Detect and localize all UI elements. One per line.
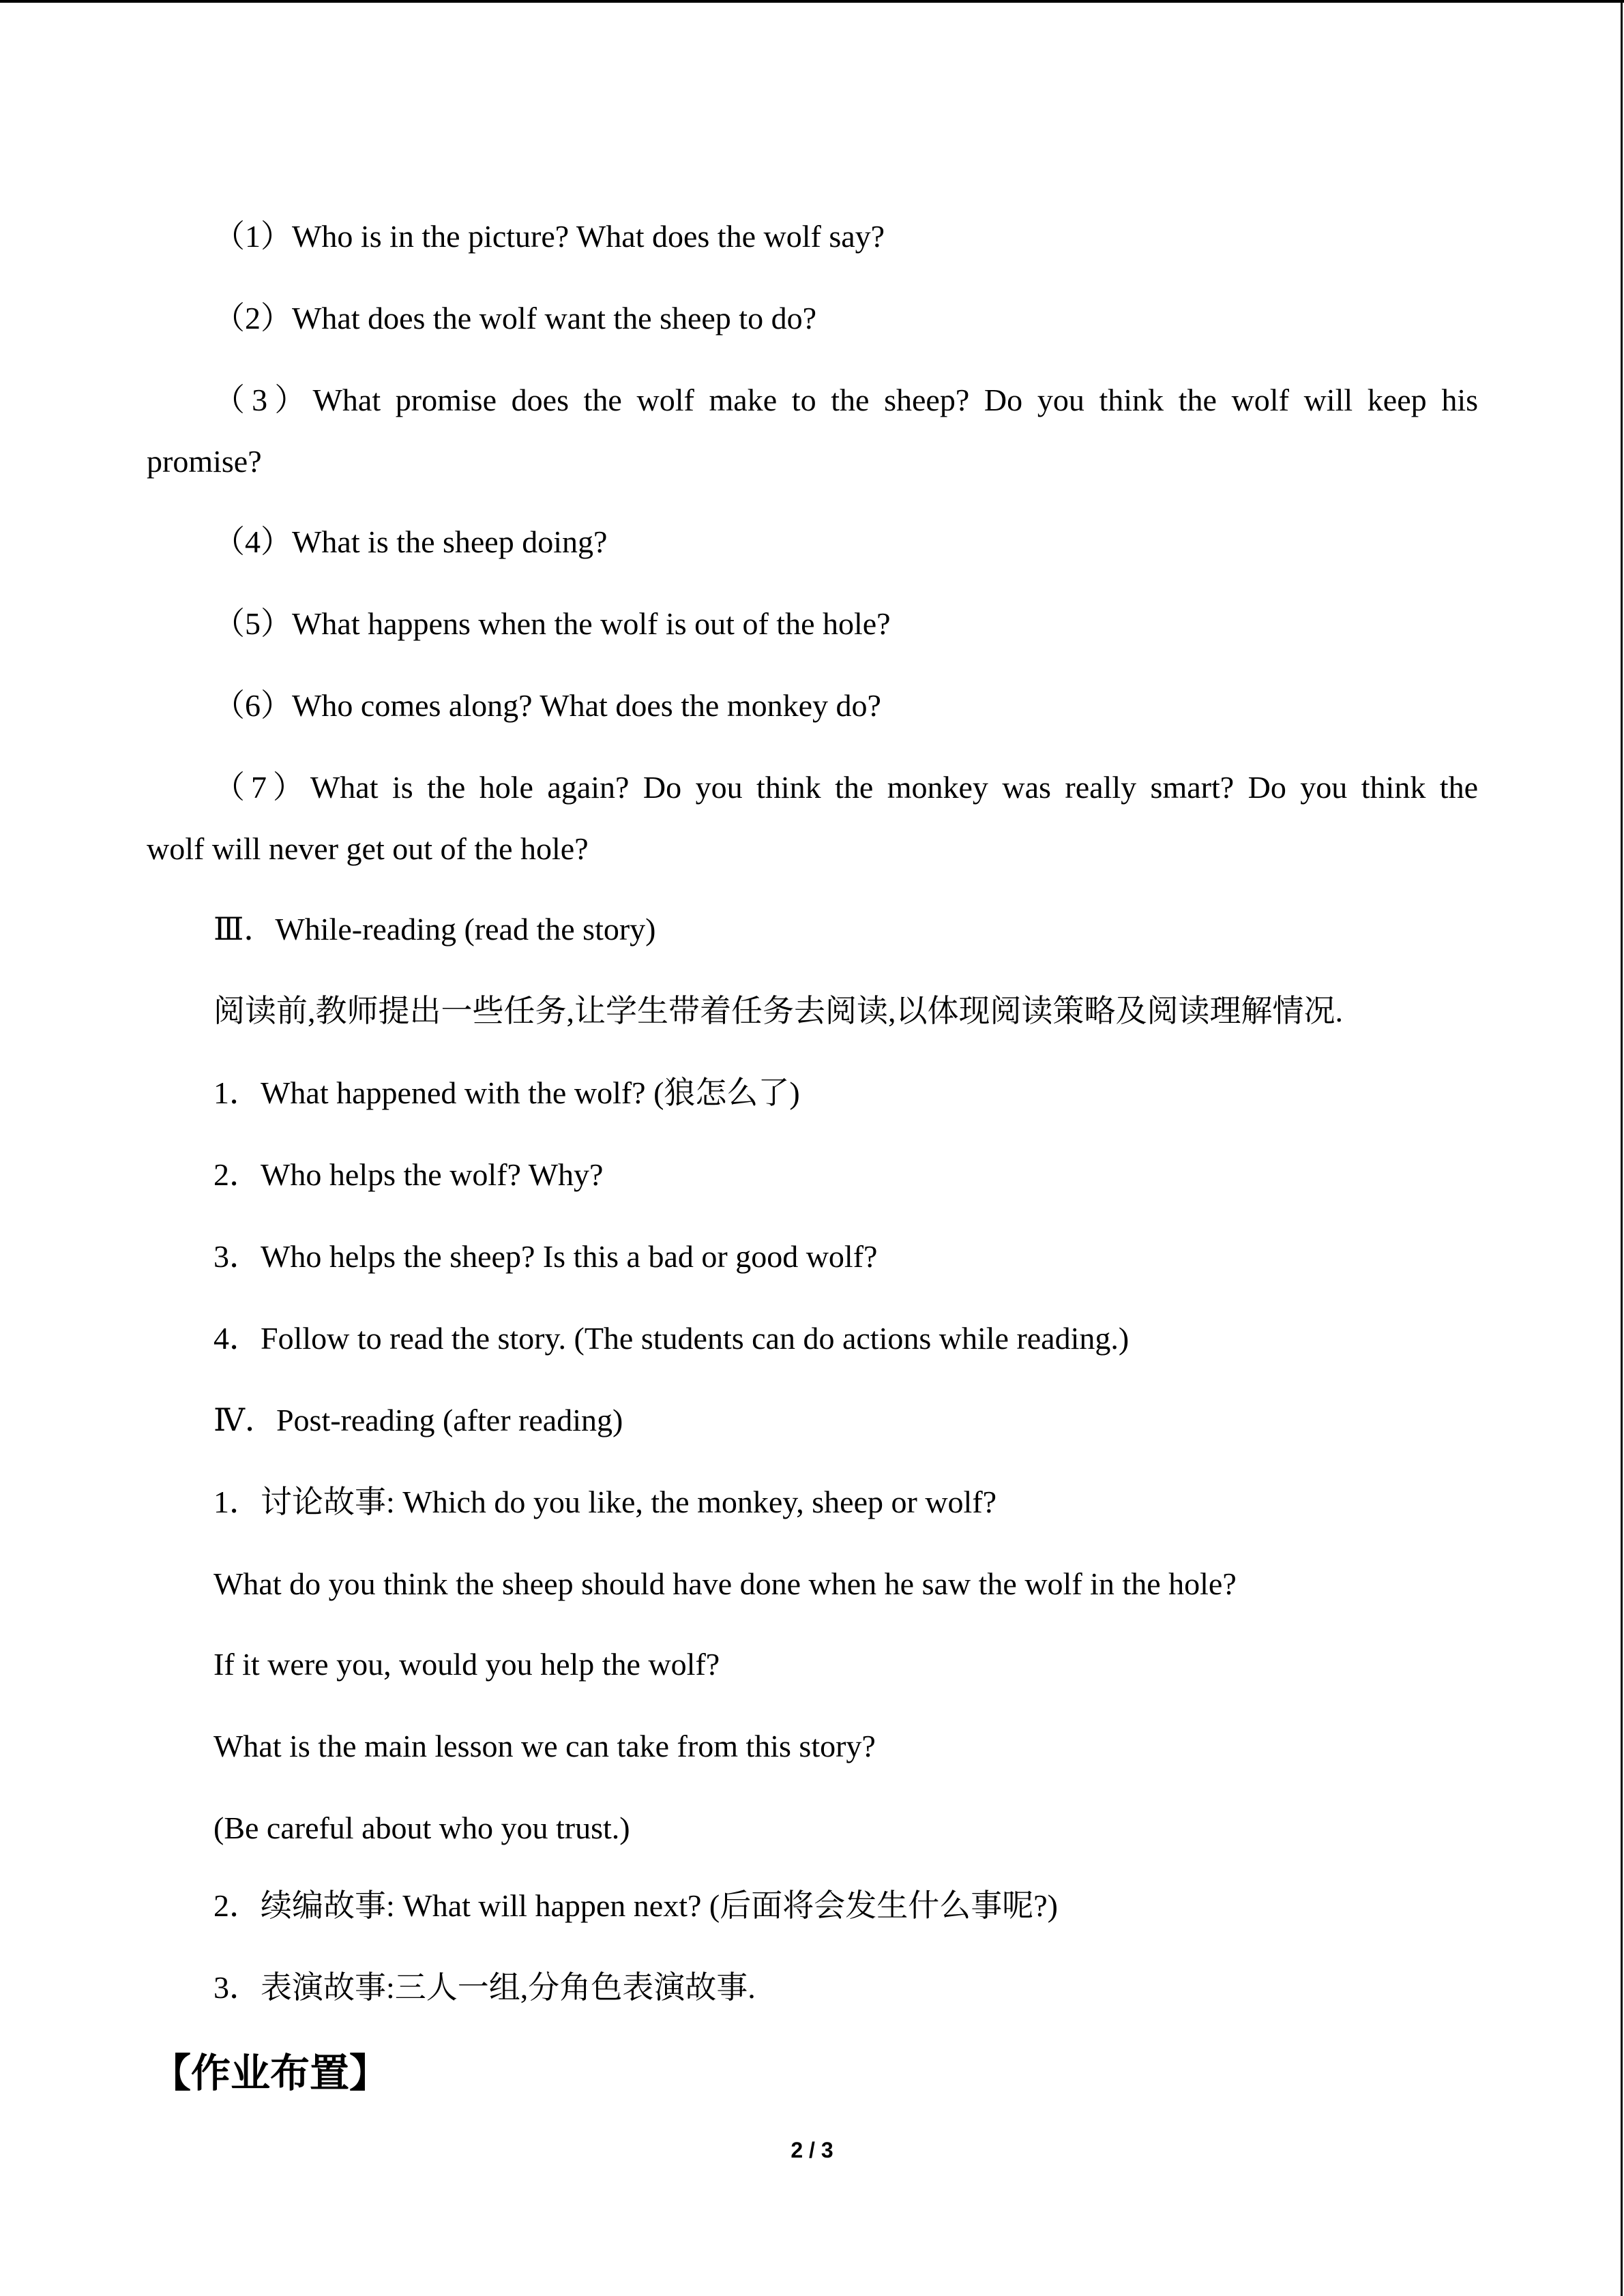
homework-heading: 【作业布置】 xyxy=(151,2050,389,2096)
page-number: 2 / 3 xyxy=(791,2138,833,2162)
question-2: （2）What does the wolf want the sheep to do? xyxy=(213,301,816,336)
question-7-continued: wolf will never get out of the hole? xyxy=(147,831,589,866)
post-reading-line-1: 1．讨论故事: Which do you like, the monkey, sheep or wolf? xyxy=(213,1485,997,1519)
post-reading-line-2: What do you think the sheep should have done when he saw the wolf in the hole? xyxy=(213,1566,1237,1601)
question-7: （7）What is the hole again? Do you think the monkey was really smart? Do you think the xyxy=(213,770,1478,805)
while-reading-item-3: 3．Who helps the sheep? Is this a bad or good wolf? xyxy=(213,1239,878,1274)
while-reading-item-2: 2．Who helps the wolf? Why? xyxy=(213,1157,604,1192)
while-reading-intro: 阅读前,教师提出一些任务,让学生带着任务去阅读,以体现阅读策略及阅读理解情况. xyxy=(213,994,1343,1028)
while-reading-item-4: 4．Follow to read the story. (The students can do actions while reading.) xyxy=(213,1321,1130,1356)
question-1: （1）Who is in the picture? What does the wolf say? xyxy=(213,219,885,254)
question-5: （5）What happens when the wolf is out of the hole? xyxy=(213,606,891,641)
post-reading-line-5: (Be careful about who you trust.) xyxy=(213,1810,630,1845)
page-right-border xyxy=(1621,0,1623,2296)
while-reading-title: Ⅲ．While-reading (read the story) xyxy=(213,912,656,946)
question-3: （3）What promise does the wolf make to the sheep? Do you think the wolf will keep his xyxy=(213,383,1478,417)
post-reading-line-3: If it were you, would you help the wolf? xyxy=(213,1647,720,1682)
post-reading-title: Ⅳ．Post-reading (after reading) xyxy=(213,1403,623,1437)
while-reading-item-1: 1．What happened with the wolf? (狼怎么了) xyxy=(213,1075,800,1110)
question-6: （6）Who comes along? What does the monkey do? xyxy=(213,688,881,723)
question-3-continued: promise? xyxy=(147,444,262,479)
post-reading-line-7: 3．表演故事:三人一组,分角色表演故事. xyxy=(213,1970,756,2005)
post-reading-line-6: 2．续编故事: What will happen next? (后面将会发生什么事呢?) xyxy=(213,1888,1058,1923)
question-4: （4）What is the sheep doing? xyxy=(213,524,608,559)
page-top-border xyxy=(0,0,1624,3)
post-reading-line-4: What is the main lesson we can take from this story? xyxy=(213,1729,876,1763)
